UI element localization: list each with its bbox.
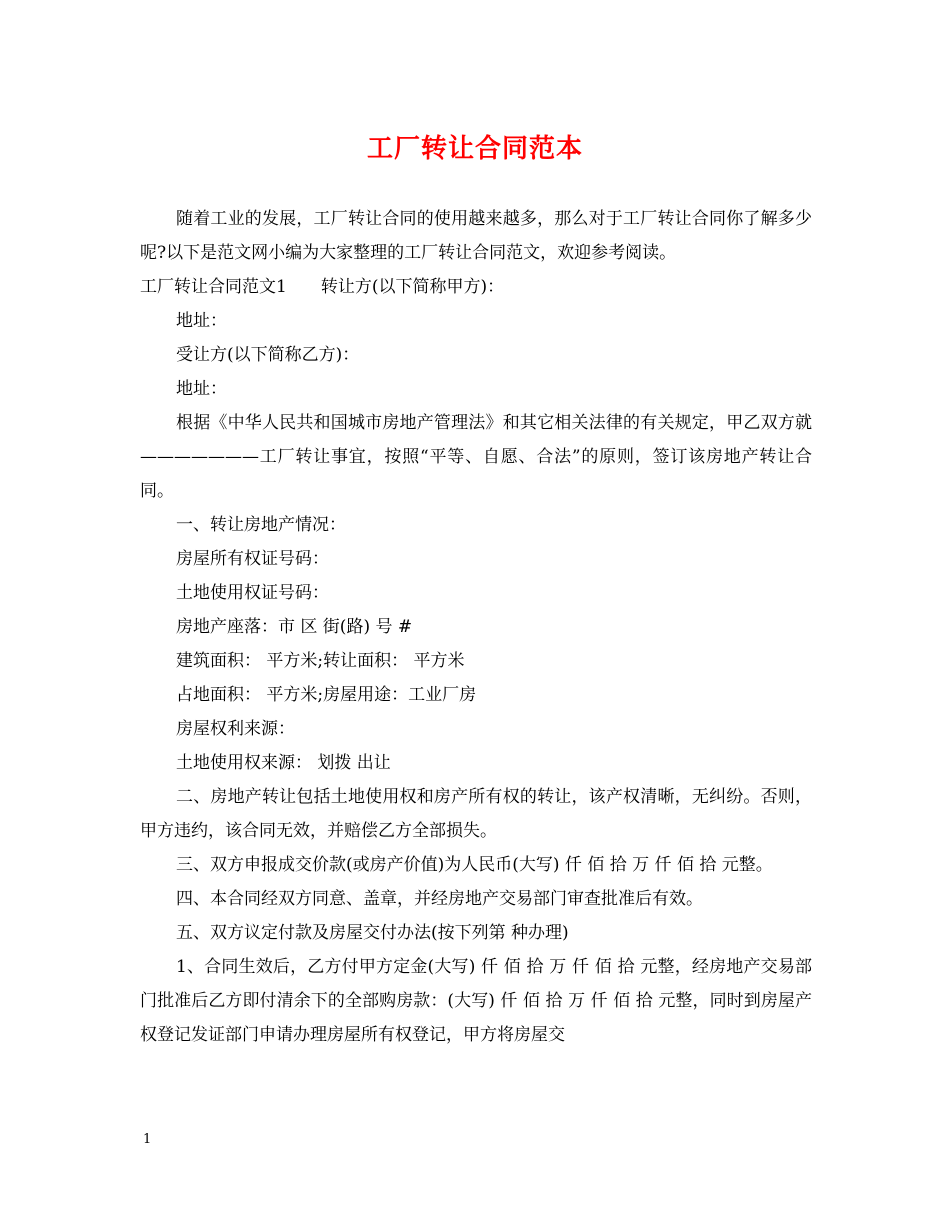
paragraph: 五、双方议定付款及房屋交付办法(按下列第 种办理) [176,923,569,943]
paragraph: 1、合同生效后，乙方付甲方定金(大写) 仟 佰 拾 万 仟 佰 拾 元整，经房地产交易部门批准后乙方即付清余下的全部购房款：(大写) 仟 佰 拾 万 仟 佰 拾 元整，同时到房屋产权登记发证部门申请办理房屋所有权登记，甲方将房屋交 [140,957,812,1045]
page-number: 1 [143,1132,152,1147]
paragraph: 三、双方申报成交价款(或房产价值)为人民币(大写) 仟 佰 拾 万 仟 佰 拾 元整。 [176,855,773,875]
paragraph: 四、本合同经双方同意、盖章，并经房地产交易部门审查批准后有效。 [176,889,703,909]
paragraph: 建筑面积： 平方米;转让面积： 平方米 [176,651,465,671]
paragraph: 二、房地产转让包括土地使用权和房产所有权的转让，该产权清晰，无纠纷。否则，甲方违约，该合同无效，并赔偿乙方全部损失。 [140,787,812,841]
paragraph: 工厂转让合同范文1 转让方(以下简称甲方)： [140,277,505,297]
paragraph: 地址： [176,311,227,331]
paragraph: 房屋权利来源： [176,719,295,739]
paragraph: 房屋所有权证号码： [176,549,329,569]
paragraph: 房地产座落：市 区 街(路) 号 # [176,617,413,637]
paragraph: 土地使用权证号码： [176,583,329,603]
paragraph: 随着工业的发展，工厂转让合同的使用越来越多，那么对于工厂转让合同你了解多少呢?以下是范文网小编为大家整理的工厂转让合同范文，欢迎参考阅读。 [140,209,812,263]
paragraph: 土地使用权来源： 划拨 出让 [176,753,391,773]
document-title: 工厂转让合同范本 [366,134,583,164]
paragraph: 一、转让房地产情况： [176,515,346,535]
paragraph: 占地面积： 平方米;房屋用途：工业厂房 [176,685,477,705]
paragraph: 根据《中华人民共和国城市房地产管理法》和其它相关法律的有关规定，甲乙双方就———————工厂转让事宜，按照“平等、自愿、合法”的原则，签订该房地产转让合同。 [140,413,812,501]
paragraph: 地址： [176,379,227,399]
document-body [140,202,812,1052]
paragraph: 受让方(以下简称乙方)： [176,345,360,365]
